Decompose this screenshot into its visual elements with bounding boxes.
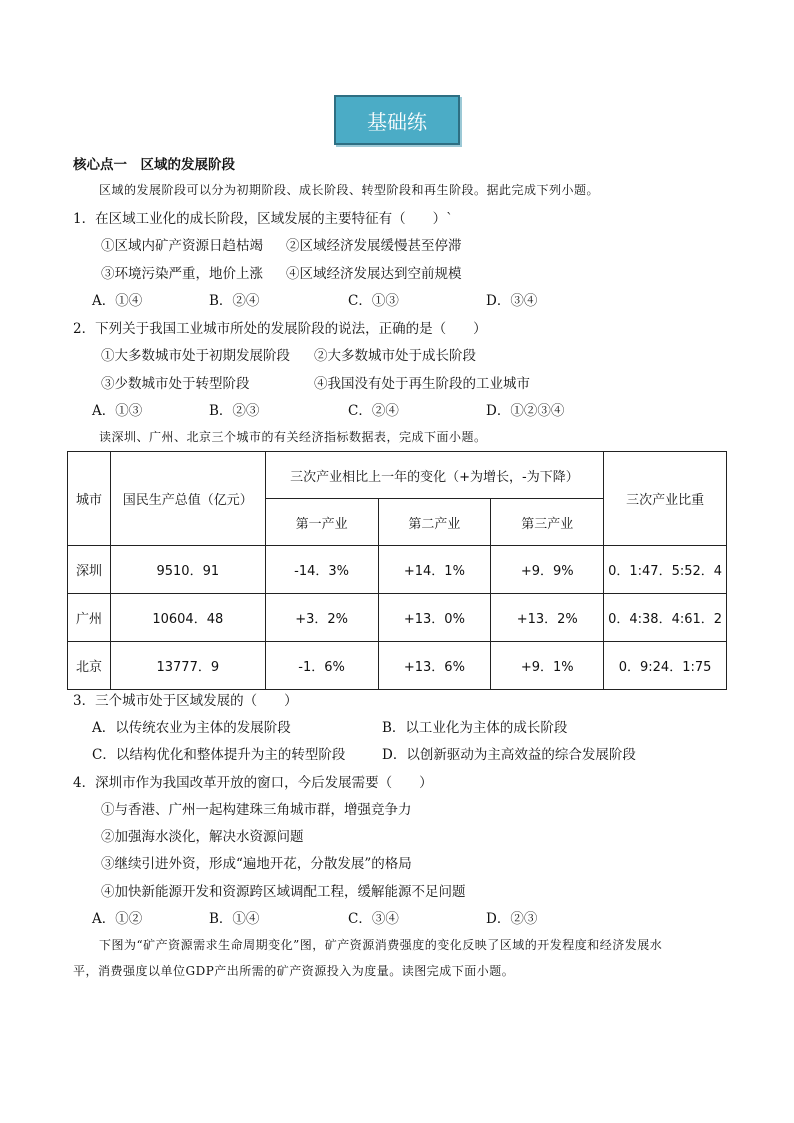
cell-secondary: +13．0% bbox=[378, 594, 491, 642]
intro-paragraph-3-line-2: 平，消费强度以单位GDP产出所需的矿产资源投入为度量。读图完成下面小题。 bbox=[73, 964, 515, 978]
question-4-option-b[interactable]: B．①④ bbox=[209, 911, 260, 927]
question-2-statement-2: ②大多数城市处于成长阶段 bbox=[314, 348, 476, 364]
question-2-statement-4: ④我国没有处于再生阶段的工业城市 bbox=[314, 376, 530, 392]
question-3-option-d[interactable]: D．以创新驱动为主高效益的综合发展阶段 bbox=[382, 747, 636, 763]
table-row bbox=[68, 594, 727, 642]
question-4-option-a[interactable]: A．①② bbox=[92, 911, 143, 927]
question-4-option-c[interactable]: C．③④ bbox=[348, 911, 399, 927]
intro-paragraph-3-line-1: 下图为“矿产资源需求生命周期变化”图，矿产资源消费强度的变化反映了区域的开发程度和经济发展水 bbox=[99, 938, 663, 952]
question-4-statement-4: ④加快新能源开发和资源跨区域调配工程，缓解能源不足问题 bbox=[101, 884, 466, 900]
intro-paragraph-2: 读深圳、广州、北京三个城市的有关经济指标数据表，完成下面小题。 bbox=[99, 430, 487, 444]
question-1-statement-4: ④区域经济发展达到空前规模 bbox=[286, 266, 462, 282]
question-1-option-a[interactable]: A．①④ bbox=[92, 293, 143, 309]
question-4-stem: 4．深圳市作为我国改革开放的窗口，今后发展需要（ ） bbox=[73, 775, 433, 791]
cell-primary: -1．6% bbox=[265, 642, 378, 690]
header-ratio: 三次产业比重 bbox=[604, 452, 727, 546]
header-secondary: 第二产业 bbox=[378, 499, 491, 546]
table-row bbox=[68, 546, 727, 594]
header-city: 城市 bbox=[68, 452, 111, 546]
question-2-option-b[interactable]: B．②③ bbox=[209, 403, 260, 419]
question-3-option-a[interactable]: A．以传统农业为主体的发展阶段 bbox=[92, 720, 291, 736]
cell-primary: -14．3% bbox=[265, 546, 378, 594]
header-primary: 第一产业 bbox=[265, 499, 378, 546]
question-1-option-d[interactable]: D．③④ bbox=[486, 293, 538, 309]
economic-indicator-table bbox=[67, 451, 727, 690]
question-1-statement-1: ①区域内矿产资源日趋枯竭 bbox=[101, 238, 263, 254]
question-1-statement-2: ②区域经济发展缓慢甚至停滞 bbox=[286, 238, 462, 254]
cell-ratio: 0．4:38．4:61．2 bbox=[604, 594, 727, 642]
question-2-option-d[interactable]: D．①②③④ bbox=[486, 403, 565, 419]
cell-city: 北京 bbox=[68, 642, 111, 690]
cell-gnp: 9510．91 bbox=[110, 546, 265, 594]
question-2-option-c[interactable]: C．②④ bbox=[348, 403, 399, 419]
header-tertiary: 第三产业 bbox=[491, 499, 604, 546]
question-1-option-b[interactable]: B．②④ bbox=[209, 293, 260, 309]
question-2-option-a[interactable]: A．①③ bbox=[92, 403, 143, 419]
question-1-stem: 1．在区域工业化的成长阶段，区域发展的主要特征有（ ）` bbox=[73, 211, 453, 227]
question-2-statement-1: ①大多数城市处于初期发展阶段 bbox=[101, 348, 290, 364]
cell-ratio: 0．1:47．5:52．4 bbox=[604, 546, 727, 594]
cell-gnp: 13777．9 bbox=[110, 642, 265, 690]
cell-tertiary: +13．2% bbox=[491, 594, 604, 642]
question-2-stem: 2．下列关于我国工业城市所处的发展阶段的说法，正确的是（ ） bbox=[73, 321, 487, 337]
cell-secondary: +14．1% bbox=[378, 546, 491, 594]
question-4-statement-3: ③继续引进外资，形成“遍地开花，分散发展”的格局 bbox=[101, 856, 412, 872]
table-header-row bbox=[68, 452, 727, 499]
question-4-option-d[interactable]: D．②③ bbox=[486, 911, 538, 927]
intro-paragraph-1: 区域的发展阶段可以分为初期阶段、成长阶段、转型阶段和再生阶段。据此完成下列小题。 bbox=[99, 183, 600, 197]
question-3-stem: 3．三个城市处于区域发展的（ ） bbox=[73, 693, 298, 709]
cell-secondary: +13．6% bbox=[378, 642, 491, 690]
cell-primary: +3．2% bbox=[265, 594, 378, 642]
table-row bbox=[68, 642, 727, 690]
page-title: 基础练 bbox=[334, 95, 460, 145]
section-title: 核心点一 区域的发展阶段 bbox=[73, 157, 235, 173]
cell-city: 广州 bbox=[68, 594, 111, 642]
question-3-option-b[interactable]: B．以工业化为主体的成长阶段 bbox=[382, 720, 568, 736]
cell-city: 深圳 bbox=[68, 546, 111, 594]
cell-gnp: 10604．48 bbox=[110, 594, 265, 642]
header-gnp: 国民生产总值（亿元） bbox=[110, 452, 265, 546]
question-2-statement-3: ③少数城市处于转型阶段 bbox=[101, 376, 250, 392]
question-3-option-c[interactable]: C．以结构优化和整体提升为主的转型阶段 bbox=[92, 747, 346, 763]
cell-tertiary: +9．9% bbox=[491, 546, 604, 594]
cell-ratio: 0．9:24．1:75 bbox=[604, 642, 727, 690]
cell-tertiary: +9．1% bbox=[491, 642, 604, 690]
question-4-statement-2: ②加强海水淡化，解决水资源问题 bbox=[101, 829, 304, 845]
question-1-option-c[interactable]: C．①③ bbox=[348, 293, 399, 309]
question-4-statement-1: ①与香港、广州一起构建珠三角城市群，增强竞争力 bbox=[101, 802, 412, 818]
question-1-statement-3: ③环境污染严重，地价上涨 bbox=[101, 266, 263, 282]
header-change: 三次产业相比上一年的变化（+为增长，-为下降） bbox=[265, 452, 603, 499]
